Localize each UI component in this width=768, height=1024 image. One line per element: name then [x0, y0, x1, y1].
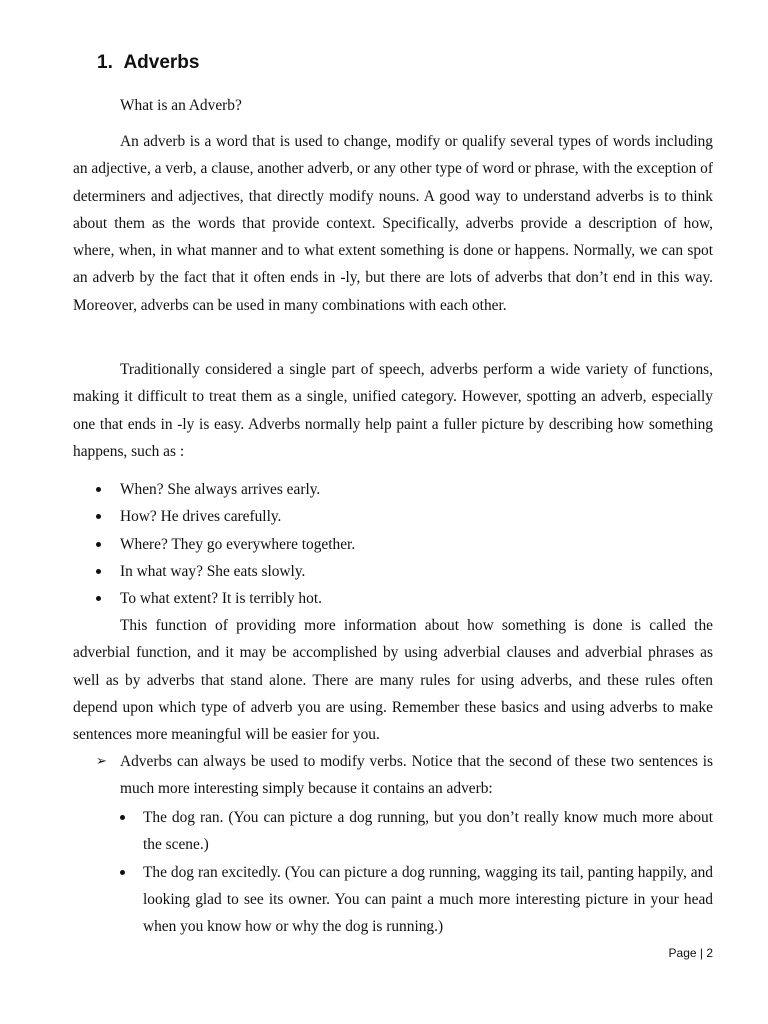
page-number: Page | 2 — [668, 946, 713, 960]
bullet-icon — [96, 514, 101, 519]
list-item: To what extent? It is terribly hot. — [73, 585, 713, 612]
arrow-item-text: Adverbs can always be used to modify verbs. Notice that the second of these two sentences is much more interesting simply because it contains an adverb: — [120, 753, 713, 798]
list-item: Where? They go everywhere together. — [73, 531, 713, 558]
arrow-list-item — [73, 748, 713, 803]
list-item: The dog ran. (You can picture a dog running, but you don’t really know much more about the scene.) — [73, 804, 713, 859]
paragraph-adverbial-function: This function of providing more information about how something is done is called the adverbial function, and it may be accomplished by using adverbial clauses and adverbial phrases as well as by adverbs that stand alone. There are many rules for using adverbs, and these rules often depend upon which type of adverb you are using. Remember these basics and using adverbs to make sentences more meaningful will be easier for you. — [73, 617, 713, 744]
sentence-examples-list — [73, 804, 713, 940]
bullet-icon — [96, 542, 101, 547]
section-title: Adverbs — [123, 52, 200, 73]
list-item: The dog ran excitedly. (You can picture a dog running, wagging its tail, panting happily, and looking glad to see its owner. You can paint a much more interesting picture in your head when you know how or why the dog is running.) — [73, 859, 713, 941]
bullet-icon — [120, 870, 125, 875]
bullet-icon — [96, 487, 101, 492]
paragraph-functions: Traditionally considered a single part of speech, adverbs perform a wide variety of functions, making it difficult to treat them as a single, unified category. However, spotting an adverb, especially one that ends in -ly is easy. Adverbs normally help paint a fuller picture by describing how something happens, such as : — [73, 361, 713, 460]
arrow-bullet-icon: ➢ — [96, 754, 107, 769]
list-item: In what way? She eats slowly. — [73, 558, 713, 585]
paragraph-definition: An adverb is a word that is used to change, modify or qualify several types of words including an adjective, a verb, a clause, another adverb, or any other type of word or phrase, with the exception of determiners and adjectives, that directly modify nouns. A good way to understand adverbs is to think about them as the words that provide context. Specifically, adverbs provide a description of how, where, when, in what manner and to what extent something is done or happens. Normally, we can spot an adverb by the fact that it often ends in -ly, but there are lots of adverbs that don’t end in this way. Moreover, adverbs can be used in many combinations with each other. — [73, 133, 713, 314]
bullet-icon — [96, 569, 101, 574]
subheading-question: What is an Adverb? — [120, 97, 242, 114]
section-number: 1. — [97, 52, 113, 73]
bullet-icon — [96, 596, 101, 601]
bullet-icon — [120, 815, 125, 820]
list-item: How? He drives carefully. — [73, 503, 713, 530]
examples-list — [73, 476, 713, 612]
section-heading — [97, 52, 199, 74]
list-item: When? She always arrives early. — [73, 476, 713, 503]
